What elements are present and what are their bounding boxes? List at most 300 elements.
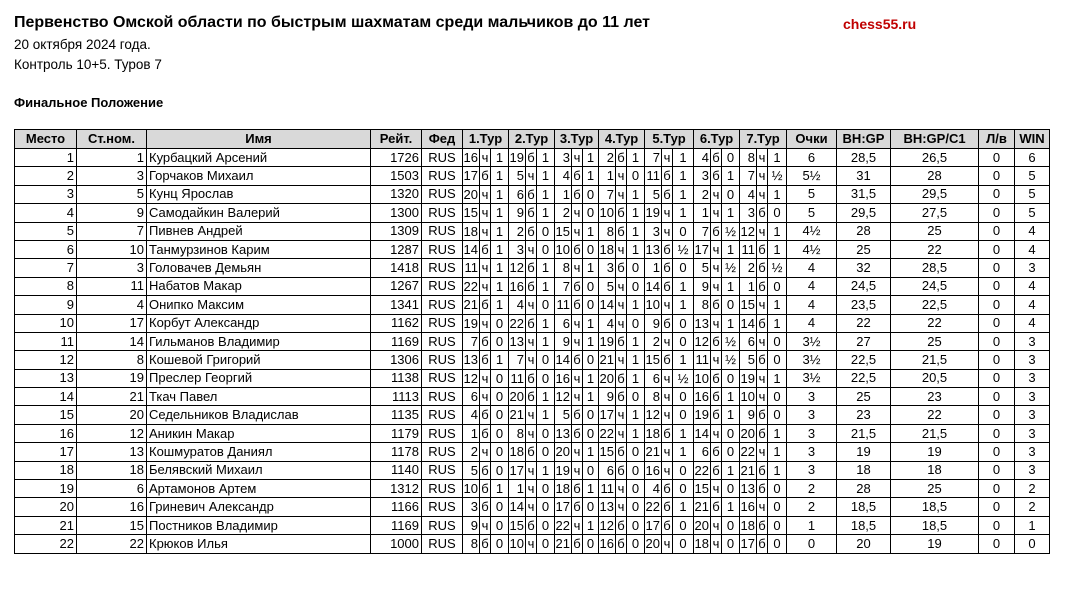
- color-indicator: б: [526, 370, 537, 387]
- round-result: 1: [586, 389, 595, 405]
- round-cell: [555, 535, 599, 553]
- round-result: 0: [773, 278, 781, 294]
- federation-cell: RUS: [422, 185, 463, 203]
- round-result: 1: [541, 186, 550, 202]
- opponent-number: 15: [555, 223, 570, 239]
- round-cell: [463, 240, 509, 258]
- round-result: 0: [631, 389, 640, 405]
- round-result: 1: [495, 352, 504, 368]
- opponent-number: 10: [509, 536, 524, 552]
- opponent-number: 8: [463, 535, 480, 552]
- column-header: Рейт.: [371, 130, 422, 149]
- table-row: [15, 277, 1050, 295]
- opponent-number: 15: [694, 481, 709, 497]
- opponent-number: 8: [509, 425, 526, 442]
- round-cell: [599, 351, 645, 369]
- bh-gp-cell: 28,5: [837, 149, 891, 167]
- color-indicator: ч: [757, 498, 768, 515]
- rating-cell: 1267: [371, 277, 422, 295]
- round-result: 1: [679, 499, 687, 515]
- place-cell: 7: [15, 259, 77, 277]
- bh-gp-cell: 28: [837, 480, 891, 498]
- round-cell: [509, 535, 555, 553]
- rating-cell: 1179: [371, 424, 422, 442]
- federation-cell: RUS: [422, 461, 463, 479]
- round-cell: [555, 369, 599, 387]
- color-indicator: б: [662, 315, 673, 332]
- start-number-cell: 12: [77, 424, 147, 442]
- round-result: ½: [725, 333, 736, 349]
- round-result: 0: [541, 352, 550, 368]
- round-cell: [694, 222, 740, 240]
- round-result: 0: [679, 407, 687, 423]
- win-cell: 3: [1015, 406, 1050, 424]
- round-result: 0: [631, 168, 640, 184]
- round-result: 0: [586, 407, 595, 423]
- round-result: 0: [631, 481, 640, 497]
- lv-cell: 0: [979, 369, 1015, 387]
- round-cell: [509, 259, 555, 277]
- win-cell: 4: [1015, 296, 1050, 314]
- round-cell: [509, 351, 555, 369]
- round-result: 0: [586, 241, 595, 257]
- color-indicator: б: [662, 186, 673, 203]
- rating-cell: 1309: [371, 222, 422, 240]
- color-indicator: ч: [711, 517, 722, 534]
- round-cell: [555, 222, 599, 240]
- round-cell: [463, 314, 509, 332]
- color-indicator: ч: [757, 296, 768, 313]
- rating-cell: 1726: [371, 149, 422, 167]
- color-indicator: б: [711, 149, 722, 166]
- round-cell: [740, 277, 787, 295]
- bh-gp-cell: 31: [837, 167, 891, 185]
- place-cell: 19: [15, 480, 77, 498]
- round-result: 0: [541, 517, 550, 533]
- color-indicator: ч: [526, 333, 537, 350]
- round-result: 1: [541, 278, 550, 294]
- bh-gp-c1-cell: 28,5: [891, 259, 979, 277]
- opponent-number: 9: [740, 406, 757, 423]
- round-cell: [694, 204, 740, 222]
- start-number-cell: 3: [77, 259, 147, 277]
- round-result: 0: [631, 536, 640, 552]
- column-header: 3.Тур: [555, 130, 599, 149]
- color-indicator: ч: [711, 351, 722, 368]
- points-cell: 1: [787, 516, 837, 534]
- place-cell: 21: [15, 516, 77, 534]
- round-result: 0: [679, 260, 687, 276]
- round-cell: [509, 332, 555, 350]
- opponent-number: 3: [509, 241, 526, 258]
- opponent-number: 9: [694, 278, 711, 295]
- place-cell: 2: [15, 167, 77, 185]
- rating-cell: 1000: [371, 535, 422, 553]
- lv-cell: 0: [979, 240, 1015, 258]
- color-indicator: ч: [711, 535, 722, 552]
- color-indicator: ч: [616, 315, 627, 332]
- opponent-number: 6: [509, 186, 526, 203]
- rating-cell: 1162: [371, 314, 422, 332]
- round-cell: [599, 406, 645, 424]
- federation-cell: RUS: [422, 388, 463, 406]
- round-result: 0: [541, 425, 550, 441]
- opponent-number: 12: [509, 260, 524, 276]
- bh-gp-cell: 23,5: [837, 296, 891, 314]
- round-result: 1: [541, 462, 550, 478]
- win-cell: 3: [1015, 443, 1050, 461]
- round-result: 0: [631, 315, 640, 331]
- start-number-cell: 4: [77, 296, 147, 314]
- opponent-number: 21: [694, 499, 709, 515]
- round-result: 1: [631, 223, 640, 239]
- points-cell: 3½: [787, 351, 837, 369]
- opponent-number: 11: [464, 260, 478, 276]
- color-indicator: б: [480, 480, 491, 497]
- opponent-number: 19: [555, 462, 570, 478]
- round-result: 0: [495, 425, 504, 441]
- win-cell: 6: [1015, 149, 1050, 167]
- color-indicator: ч: [662, 370, 673, 387]
- round-cell: [555, 516, 599, 534]
- round-cell: [694, 351, 740, 369]
- player-name-cell: Корбут Александр: [147, 314, 371, 332]
- round-result: 0: [679, 333, 687, 349]
- round-result: 1: [541, 260, 550, 276]
- table-row: [15, 167, 1050, 185]
- points-cell: 3: [787, 406, 837, 424]
- opponent-number: 18: [509, 444, 524, 460]
- player-name-cell: Курбацкий Арсений: [147, 149, 371, 167]
- round-result: 0: [679, 223, 687, 239]
- opponent-number: 14: [740, 315, 755, 331]
- opponent-number: 8: [555, 259, 572, 276]
- color-indicator: ч: [662, 223, 673, 240]
- opponent-number: 13: [463, 352, 478, 368]
- color-indicator: ч: [480, 315, 491, 332]
- opponent-number: 11: [510, 370, 524, 386]
- player-name-cell: Горчаков Михаил: [147, 167, 371, 185]
- bh-gp-cell: 25: [837, 388, 891, 406]
- color-indicator: б: [616, 259, 627, 276]
- round-result: 0: [679, 462, 687, 478]
- round-result: ½: [725, 260, 736, 276]
- round-cell: [509, 149, 555, 167]
- place-cell: 14: [15, 388, 77, 406]
- color-indicator: б: [526, 278, 537, 295]
- opponent-number: 5: [463, 462, 480, 479]
- round-cell: [740, 240, 787, 258]
- round-cell: [694, 185, 740, 203]
- color-indicator: б: [711, 333, 722, 350]
- opponent-number: 17: [645, 517, 660, 533]
- color-indicator: б: [480, 351, 491, 368]
- round-result: 1: [631, 150, 640, 165]
- points-cell: 3½: [787, 332, 837, 350]
- place-cell: 16: [15, 424, 77, 442]
- color-indicator: б: [711, 370, 722, 387]
- round-cell: [645, 314, 694, 332]
- round-cell: [463, 167, 509, 185]
- time-control: Контроль 10+5. Туров 7: [14, 57, 162, 72]
- color-indicator: б: [526, 186, 537, 203]
- round-result: 0: [726, 297, 735, 313]
- round-cell: [694, 424, 740, 442]
- opponent-number: 19: [740, 370, 755, 386]
- federation-cell: RUS: [422, 314, 463, 332]
- bh-gp-cell: 19: [837, 443, 891, 461]
- opponent-number: 7: [555, 278, 572, 295]
- round-cell: [555, 277, 599, 295]
- opponent-number: 14: [599, 297, 614, 313]
- opponent-number: 8: [694, 296, 711, 313]
- opponent-number: 2: [463, 443, 480, 460]
- points-cell: 3: [787, 388, 837, 406]
- round-result: 0: [495, 315, 504, 331]
- opponent-number: 5: [694, 259, 711, 276]
- round-cell: [645, 461, 694, 479]
- round-cell: [740, 369, 787, 387]
- round-cell: [509, 222, 555, 240]
- column-header: 7.Тур: [740, 130, 787, 149]
- points-cell: 4: [787, 259, 837, 277]
- points-cell: 5: [787, 185, 837, 203]
- player-name-cell: Самодайкин Валерий: [147, 204, 371, 222]
- player-name-cell: Кунц Ярослав: [147, 185, 371, 203]
- round-result: 1: [679, 150, 687, 165]
- bh-gp-c1-cell: 22: [891, 240, 979, 258]
- round-cell: [509, 204, 555, 222]
- color-indicator: б: [616, 388, 627, 405]
- round-result: 0: [773, 352, 781, 368]
- round-cell: [694, 332, 740, 350]
- color-indicator: б: [757, 278, 768, 295]
- round-cell: [694, 498, 740, 516]
- round-cell: [645, 204, 694, 222]
- rating-cell: 1135: [371, 406, 422, 424]
- round-result: 0: [726, 481, 735, 497]
- opponent-number: 15: [463, 205, 478, 221]
- bh-gp-cell: 27: [837, 332, 891, 350]
- color-indicator: б: [572, 241, 583, 258]
- color-indicator: б: [616, 535, 627, 552]
- round-result: 1: [495, 297, 504, 313]
- round-cell: [509, 388, 555, 406]
- round-result: 1: [541, 315, 550, 331]
- bh-gp-c1-cell: 19: [891, 535, 979, 553]
- color-indicator: б: [616, 370, 627, 387]
- color-indicator: ч: [616, 480, 627, 497]
- round-result: 0: [773, 499, 781, 515]
- round-cell: [645, 388, 694, 406]
- color-indicator: ч: [711, 315, 722, 332]
- round-result: 0: [541, 481, 550, 497]
- round-result: 1: [586, 333, 595, 349]
- opponent-number: 5: [645, 186, 662, 203]
- bh-gp-cell: 24,5: [837, 277, 891, 295]
- opponent-number: 15: [740, 297, 755, 313]
- table-row: [15, 424, 1050, 442]
- round-cell: [694, 167, 740, 185]
- color-indicator: ч: [616, 296, 627, 313]
- opponent-number: 22: [555, 517, 570, 533]
- round-cell: [463, 204, 509, 222]
- opponent-number: 19: [463, 315, 478, 331]
- bh-gp-c1-cell: 19: [891, 443, 979, 461]
- opponent-number: 2: [599, 149, 616, 166]
- round-cell: [740, 314, 787, 332]
- points-cell: 4: [787, 296, 837, 314]
- round-cell: [645, 424, 694, 442]
- site-link[interactable]: chess55.ru: [843, 16, 917, 32]
- color-indicator: б: [757, 480, 768, 497]
- opponent-number: 6: [740, 333, 757, 350]
- bh-gp-c1-cell: 23: [891, 388, 979, 406]
- round-result: ½: [771, 168, 783, 184]
- round-cell: [555, 204, 599, 222]
- opponent-number: 4: [509, 296, 526, 313]
- round-cell: [463, 259, 509, 277]
- round-result: 0: [495, 407, 504, 423]
- start-number-cell: 14: [77, 332, 147, 350]
- opponent-number: 3: [599, 259, 616, 276]
- round-result: 0: [726, 186, 735, 202]
- opponent-number: 17: [740, 536, 755, 552]
- table-row: [15, 535, 1050, 553]
- round-cell: [599, 277, 645, 295]
- round-result: 0: [773, 407, 781, 423]
- color-indicator: ч: [711, 259, 722, 276]
- opponent-number: 17: [555, 499, 570, 515]
- opponent-number: 1: [694, 204, 711, 221]
- round-cell: [694, 443, 740, 461]
- points-cell: 3½: [787, 369, 837, 387]
- round-result: 1: [773, 241, 781, 257]
- win-cell: 3: [1015, 388, 1050, 406]
- place-cell: 9: [15, 296, 77, 314]
- bh-gp-cell: 25: [837, 240, 891, 258]
- round-result: 0: [495, 333, 504, 349]
- points-cell: 3: [787, 461, 837, 479]
- color-indicator: б: [480, 333, 491, 350]
- opponent-number: 16: [555, 370, 570, 386]
- round-cell: [599, 222, 645, 240]
- round-result: 1: [631, 333, 640, 349]
- opponent-number: 16: [694, 389, 709, 405]
- table-row: [15, 480, 1050, 498]
- round-cell: [694, 149, 740, 167]
- opponent-number: 14: [509, 499, 524, 515]
- round-result: 0: [586, 297, 595, 313]
- opponent-number: 1: [555, 186, 572, 203]
- color-indicator: ч: [572, 259, 583, 276]
- color-indicator: б: [757, 406, 768, 423]
- win-cell: 3: [1015, 369, 1050, 387]
- opponent-number: 17: [463, 168, 478, 184]
- bh-gp-c1-cell: 18,5: [891, 498, 979, 516]
- column-header: Место: [15, 130, 77, 149]
- opponent-number: 4: [463, 406, 480, 423]
- place-cell: 15: [15, 406, 77, 424]
- player-name-cell: Седельников Владислав: [147, 406, 371, 424]
- round-result: 0: [541, 444, 550, 460]
- opponent-number: 14: [463, 241, 478, 257]
- bh-gp-cell: 29,5: [837, 204, 891, 222]
- round-result: 1: [773, 370, 781, 386]
- win-cell: 3: [1015, 461, 1050, 479]
- color-indicator: б: [757, 204, 768, 221]
- rating-cell: 1138: [371, 369, 422, 387]
- round-result: 0: [679, 536, 687, 552]
- start-number-cell: 5: [77, 185, 147, 203]
- lv-cell: 0: [979, 388, 1015, 406]
- round-result: 1: [495, 150, 504, 165]
- player-name-cell: Преслер Георгий: [147, 369, 371, 387]
- color-indicator: б: [480, 535, 491, 552]
- win-cell: 3: [1015, 424, 1050, 442]
- column-header: 2.Тур: [509, 130, 555, 149]
- bh-gp-c1-cell: 25: [891, 480, 979, 498]
- color-indicator: ч: [662, 149, 673, 166]
- color-indicator: ч: [480, 443, 491, 460]
- round-result: 1: [631, 407, 640, 423]
- opponent-number: 20: [555, 444, 570, 460]
- color-indicator: б: [526, 388, 537, 405]
- start-number-cell: 19: [77, 369, 147, 387]
- points-cell: 4½: [787, 222, 837, 240]
- opponent-number: 1: [645, 259, 662, 276]
- federation-cell: RUS: [422, 240, 463, 258]
- opponent-number: 5: [509, 167, 526, 184]
- opponent-number: 19: [645, 205, 660, 221]
- opponent-number: 10: [555, 241, 570, 257]
- color-indicator: б: [711, 462, 722, 479]
- color-indicator: ч: [711, 204, 722, 221]
- round-result: 0: [679, 389, 687, 405]
- start-number-cell: 9: [77, 204, 147, 222]
- opponent-number: 10: [599, 205, 614, 221]
- round-result: ½: [677, 241, 689, 257]
- color-indicator: ч: [572, 333, 583, 350]
- player-name-cell: Ткач Павел: [147, 388, 371, 406]
- opponent-number: 6: [599, 462, 616, 479]
- round-result: 1: [586, 223, 595, 239]
- round-result: 0: [495, 517, 504, 533]
- federation-cell: RUS: [422, 516, 463, 534]
- table-row: [15, 296, 1050, 314]
- round-result: 1: [726, 278, 735, 294]
- opponent-number: 10: [694, 370, 709, 386]
- color-indicator: б: [662, 278, 673, 295]
- color-indicator: ч: [480, 517, 491, 534]
- round-result: 1: [541, 168, 550, 184]
- win-cell: 2: [1015, 498, 1050, 516]
- color-indicator: ч: [711, 278, 722, 295]
- round-cell: [645, 406, 694, 424]
- column-header: Ст.ном.: [77, 130, 147, 149]
- round-cell: [555, 443, 599, 461]
- round-cell: [463, 351, 509, 369]
- player-name-cell: Белявский Михаил: [147, 461, 371, 479]
- win-cell: 4: [1015, 240, 1050, 258]
- bh-gp-c1-cell: 25: [891, 332, 979, 350]
- round-cell: [599, 149, 645, 167]
- color-indicator: б: [616, 333, 627, 350]
- round-result: 1: [726, 407, 735, 423]
- bh-gp-cell: 22,5: [837, 369, 891, 387]
- table-row: [15, 259, 1050, 277]
- player-name-cell: Аникин Макар: [147, 424, 371, 442]
